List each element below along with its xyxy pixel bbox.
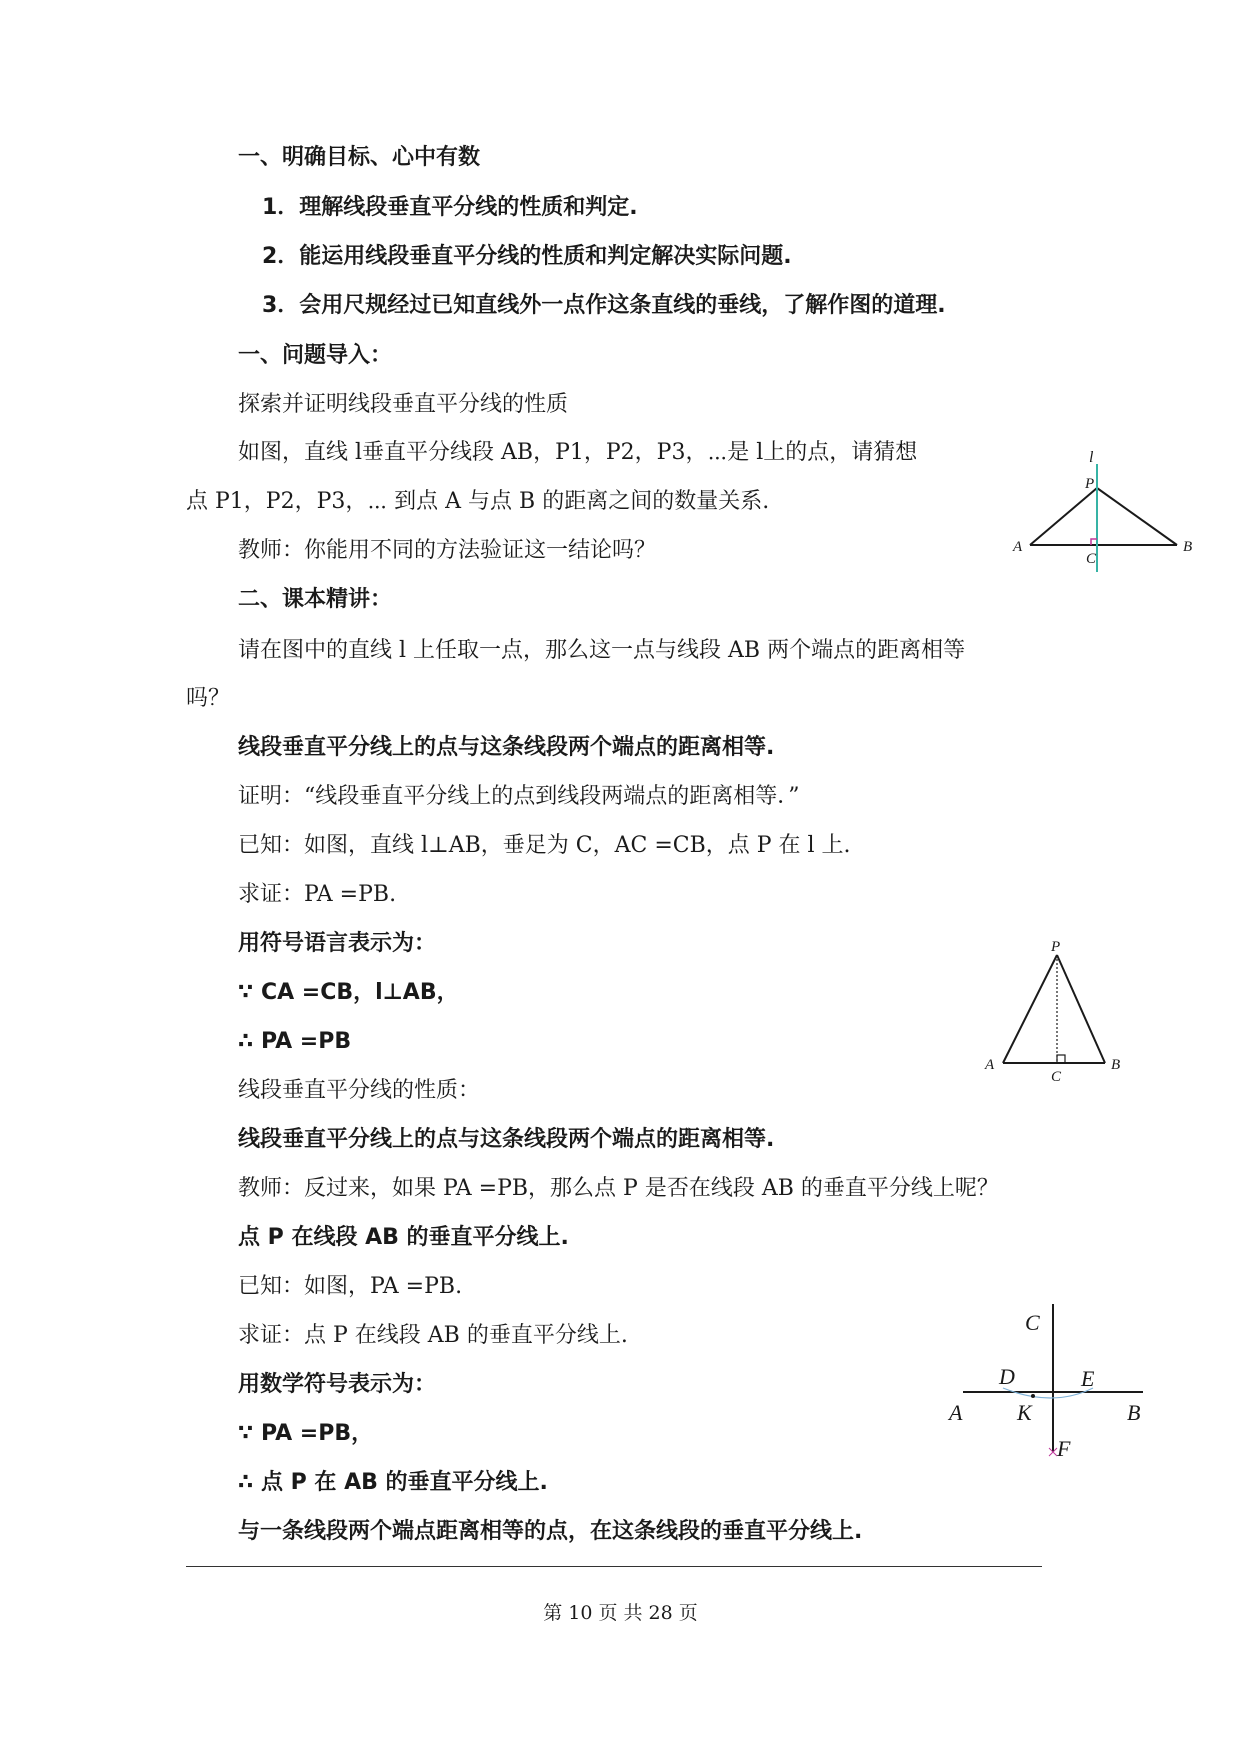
text-line: 教师：反过来，如果 PA =PB，那么点 P 是否在线段 AB 的垂直平分线上呢？ [238, 1176, 999, 1201]
text-line: 1．理解线段垂直平分线的性质和判定. [262, 195, 638, 220]
label-a: A [949, 1400, 963, 1425]
text-line: 吗？ [186, 686, 231, 711]
text-line: 探索并证明线段垂直平分线的性质 [238, 392, 569, 417]
text-line: 已知：如图，直线 l⊥AB，垂足为 C，AC =CB，点 P 在 l 上. [238, 833, 851, 858]
text-line: 用符号语言表示为： [238, 931, 437, 956]
line-pb [1097, 488, 1177, 545]
label-p: P [1051, 939, 1061, 955]
text-line: 二、课本精讲： [238, 587, 393, 612]
figure-isosceles-triangle [975, 935, 1135, 1085]
text-line: 求证：点 P 在线段 AB 的垂直平分线上. [238, 1323, 628, 1348]
footer-rule [186, 1566, 1042, 1567]
text-line: ∵ CA =CB，l⊥AB， [238, 980, 459, 1005]
point-k [1031, 1394, 1035, 1398]
text-line: 2．能运用线段垂直平分线的性质和判定解决实际问题. [262, 244, 792, 269]
label-e: E [1081, 1366, 1095, 1391]
text-line: 线段垂直平分线上的点与这条线段两个端点的距离相等. [238, 735, 775, 760]
line-pa [1003, 955, 1057, 1063]
text-line: 证明：“线段垂直平分线上的点到线段两端点的距离相等．” [238, 784, 800, 809]
text-line: 一、问题导入： [238, 343, 393, 368]
text-line: 点 P1，P2，P3，⋯ 到点 A 与点 B 的距离之间的数量关系. [186, 489, 770, 514]
figure-perpendicular-bisector [1005, 450, 1205, 580]
label-c: C [1051, 1069, 1062, 1085]
text-line: 求证：PA =PB. [238, 882, 397, 907]
text-line: 线段垂直平分线上的点与这条线段两个端点的距离相等. [238, 1127, 775, 1152]
label-l: l [1089, 450, 1094, 466]
page-footer: 第 10 页 共 28 页 [543, 1602, 698, 1624]
text-line: 已知：如图，PA =PB. [238, 1274, 463, 1299]
label-f: F [1057, 1436, 1071, 1461]
text-line: ∴ PA =PB [238, 1029, 352, 1054]
text-line: 3．会用尺规经过已知直线外一点作这条直线的垂线，了解作图的道理. [262, 293, 946, 318]
figure-perpendicular-construction [945, 1290, 1165, 1470]
label-b: B [1183, 539, 1193, 555]
text-line: 线段垂直平分线的性质： [238, 1078, 481, 1103]
label-a: A [1013, 539, 1023, 555]
text-line: 如图，直线 l垂直平分线段 AB，P1，P2，P3，⋯是 l上的点，请猜想 [238, 440, 918, 465]
text-line: 请在图中的直线 l 上任取一点，那么这一点与线段 AB 两个端点的距离相等 [238, 638, 966, 663]
label-p: P [1085, 476, 1095, 492]
label-d: D [999, 1364, 1015, 1389]
text-line: ∴ 点 P 在 AB 的垂直平分线上. [238, 1470, 548, 1495]
label-a: A [985, 1057, 995, 1073]
text-line: ∵ PA =PB， [238, 1421, 374, 1446]
line-pb [1057, 955, 1105, 1063]
label-b: B [1111, 1057, 1121, 1073]
right-angle-mark [1057, 1055, 1065, 1063]
text-line: 点 P 在线段 AB 的垂直平分线上. [238, 1225, 569, 1250]
text-line: 用数学符号表示为： [238, 1372, 437, 1397]
label-c: C [1086, 551, 1097, 567]
line-pa [1030, 488, 1097, 545]
label-k: K [1017, 1400, 1032, 1425]
text-line: 教师：你能用不同的方法验证这一结论吗？ [238, 538, 657, 563]
text-line: 与一条线段两个端点距离相等的点，在这条线段的垂直平分线上. [238, 1519, 863, 1544]
text-line: 一、明确目标、心中有数 [238, 145, 481, 170]
label-c: C [1025, 1310, 1040, 1335]
label-b: B [1127, 1400, 1141, 1425]
